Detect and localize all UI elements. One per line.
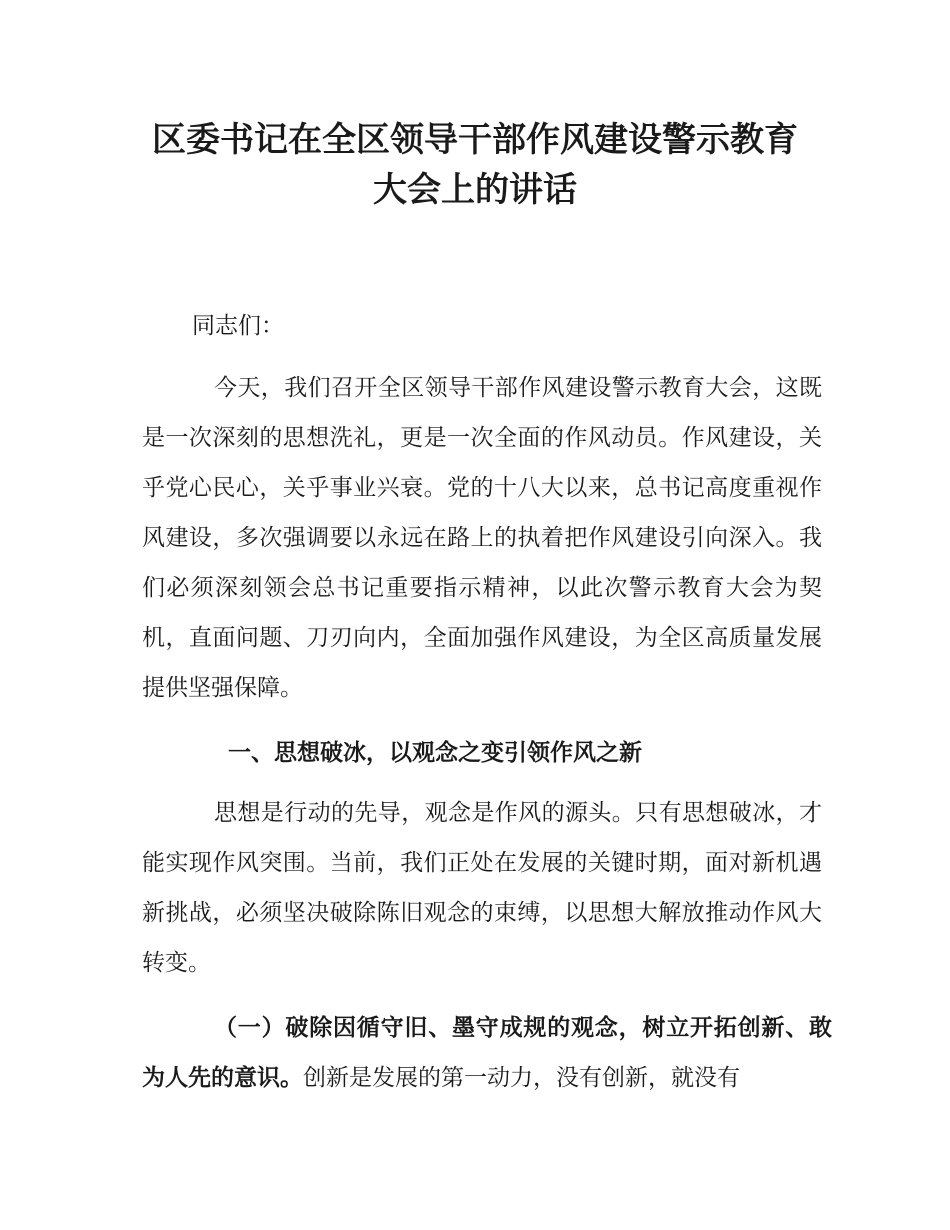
salutation: 同志们： bbox=[192, 313, 284, 339]
paragraph-intro: 今天，我们召开全区领导干部作风建设警示教育大会，这既是一次深刻的思想洗礼，更是一次全面的作风动员。作风建设，关乎党心民心，关乎事业兴衰。党的十八大以来，总书记高度重视作风建设，多次强调要以永远在路上的执着把作风建设引向深入。我们必须深刻领会总书记重要指示精神，以此次警示教育大会为契机，直面问题、刀刃向内，全面加强作风建设，为全区高质量发展提供坚强保障。 bbox=[142, 375, 822, 701]
document-title-line-2: 大会上的讲话 bbox=[373, 170, 577, 210]
paragraph-3 bbox=[142, 1003, 832, 1103]
paragraph-3-text: 创新是发展的第一动力，没有创新，就没有 bbox=[303, 1065, 740, 1091]
document-title-line-1: 区委书记在全区领导干部作风建设警示教育 bbox=[152, 120, 798, 160]
section-heading-1: 一、思想破冰，以观念之变引领作风之新 bbox=[228, 740, 642, 766]
subsection-heading-1: （一）破除因循守旧、墨守成规的观念，树立开拓创新、敢为人先的意识。 bbox=[142, 1015, 832, 1091]
paragraph-2: 思想是行动的先导，观念是作风的源头。只有思想破冰，才能实现作风突围。当前，我们正处在发展的关键时期，面对新机遇新挑战，必须坚决破除陈旧观念的束缚，以思想大解放推动作风大转变。 bbox=[142, 800, 822, 976]
